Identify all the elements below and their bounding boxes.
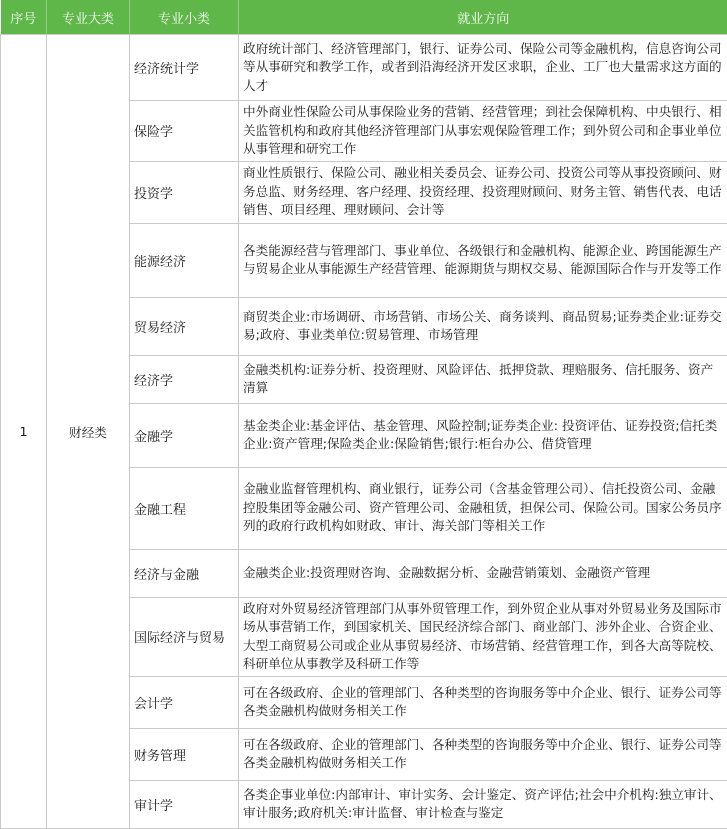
sub-category-cell: 保险学 bbox=[130, 101, 239, 162]
sub-category-cell: 国际经济与贸易 bbox=[130, 597, 239, 676]
direction-cell: 政府统计部门、经济管理部门，银行、证券公司、保险公司等金融机构，信息咨询公司等从事研究和教学工作，或者到沿海经济开发区求职，企业、工厂也大量需求这方面的人才 bbox=[239, 35, 727, 101]
direction-cell: 基金类企业:基金评估、基金管理、风险控制;证券类企业: 投资评估、证券投资;信托类企业:资产管理;保险类企业:保险销售;银行:柜台办公、借贷管理 bbox=[239, 403, 727, 467]
header-major-category: 专业大类 bbox=[47, 0, 130, 35]
sub-category-cell: 能源经济 bbox=[130, 223, 239, 297]
sub-category-cell: 贸易经济 bbox=[130, 297, 239, 355]
sub-category-cell: 金融学 bbox=[130, 403, 239, 467]
direction-cell: 各类能源经营与管理部门、事业单位、各级银行和金融机构、能源企业、跨国能源生产与贸易企业从事能源生产经营管理、能源期货与期权交易、能源国际合作与开发等工作 bbox=[239, 223, 727, 297]
sub-category-cell: 会计学 bbox=[130, 676, 239, 728]
category-cell: 财经类 bbox=[47, 35, 130, 829]
direction-cell: 金融类企业:投资理财咨询、金融数据分析、金融营销策划、金融资产管理 bbox=[239, 549, 727, 597]
header-row bbox=[1, 0, 727, 35]
direction-cell: 金融类机构:证券分析、投资理财、风险评估、抵押贷款、理赔服务、信托服务、资产清算 bbox=[239, 355, 727, 403]
header-sub-category: 专业小类 bbox=[130, 0, 239, 35]
sub-category-cell: 审计学 bbox=[130, 780, 239, 828]
direction-cell: 商贸类企业:市场调研、市场营销、市场公关、商务谈判、商品贸易;证券类企业:证券交易;政府、事业类单位:贸易管理、市场管理 bbox=[239, 297, 727, 355]
sub-category-cell: 金融工程 bbox=[130, 467, 239, 549]
table-row bbox=[1, 35, 727, 101]
header-seq: 序号 bbox=[1, 0, 47, 35]
sub-category-cell: 财务管理 bbox=[130, 728, 239, 780]
direction-cell: 可在各级政府、企业的管理部门、各种类型的咨询服务等中介企业、银行、证券公司等各类金融机构做财务相关工作 bbox=[239, 728, 727, 780]
direction-cell: 各类企事业单位:内部审计、审计实务、会计鉴定、资产评估;社会中介机构:独立审计、审计服务;政府机关:审计监督、审计检查与鉴定 bbox=[239, 780, 727, 828]
sub-category-cell: 投资学 bbox=[130, 161, 239, 223]
direction-cell: 金融业监督管理机构、商业银行，证券公司（含基金管理公司）、信托投资公司、金融控股集团等金融公司、资产管理公司、金融租赁，担保公司、保险公司。国家公务员序列的政府行政机构如财政、审计、海关部门等相关工作 bbox=[239, 467, 727, 549]
seq-cell: 1 bbox=[1, 35, 47, 829]
direction-cell: 商业性质银行、保险公司、融业相关委员会、证券公司、投资公司等从事投资顾问、财务总监、财务经理、客户经理、投资经理、投资理财顾问、财务主管、销售代表、电话销售、项目经理、理财顾问、会计等 bbox=[239, 161, 727, 223]
sub-category-cell: 经济统计学 bbox=[130, 35, 239, 101]
direction-cell: 政府对外贸易经济管理部门从事外贸管理工作，到外贸企业从事对外贸易业务及国际市场从事营销工作，到国家机关、国民经济综合部门、商业部门、涉外企业、合资企业、大型工商贸易公司或企业从事贸易经济、市场营销、经营管理工作，到各大高等院校、科研单位从事教学及科研工作等 bbox=[239, 597, 727, 676]
sub-category-cell: 经济与金融 bbox=[130, 549, 239, 597]
sub-category-cell: 经济学 bbox=[130, 355, 239, 403]
direction-cell: 中外商业性保险公司从事保险业务的营销、经营管理；到社会保障机构、中央银行、相关监管机构和政府其他经济管理部门从事宏观保险管理工作；到外贸公司和企事业单位从事管理和研究工作 bbox=[239, 101, 727, 162]
direction-cell: 可在各级政府、企业的管理部门、各种类型的咨询服务等中介企业、银行、证券公司等各类金融机构做财务相关工作 bbox=[239, 676, 727, 728]
header-employment: 就业方向 bbox=[239, 0, 727, 35]
